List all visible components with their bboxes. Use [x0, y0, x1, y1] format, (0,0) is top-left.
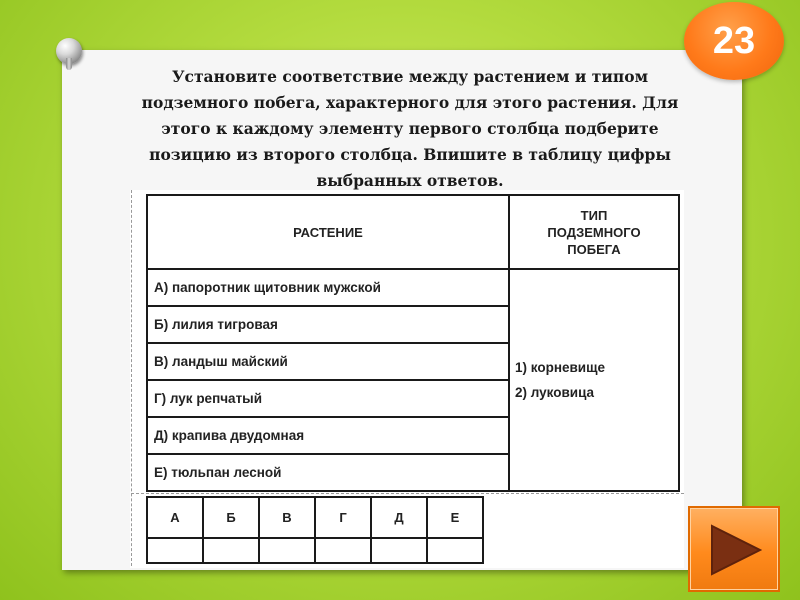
option-item: 2) луковица [515, 385, 595, 400]
task-line: подземного побега, характерного для этого растения. Для [141, 93, 679, 112]
dashed-guide-vertical [131, 190, 132, 566]
answer-cell[interactable] [427, 538, 483, 563]
task-line: выбранных ответов. [316, 171, 504, 190]
answer-letter: Е [427, 497, 483, 538]
task-text [110, 64, 710, 194]
task-line: Установите соответствие между растением и типом [171, 67, 649, 86]
header-plant: РАСТЕНИЕ [147, 195, 509, 269]
task-line: этого к каждому элементу первого столбца подберите [161, 119, 659, 138]
play-arrow-icon [710, 524, 762, 576]
answer-letter: Г [315, 497, 371, 538]
plant-row: Д) крапива двудомная [147, 417, 509, 454]
plant-row: Г) лук репчатый [147, 380, 509, 417]
header-type-line: ПОБЕГА [567, 241, 621, 257]
pushpin-stem [66, 58, 72, 70]
answer-grid [146, 496, 484, 564]
task-number-badge: 23 [684, 2, 784, 80]
plant-row: А) папоротник щитовник мужской [147, 269, 509, 306]
task-line: позицию из второго столбца. Впишите в таблицу цифры [149, 145, 671, 164]
answer-letter: Д [371, 497, 427, 538]
header-type-line: ПОДЗЕМНОГО [547, 224, 641, 240]
answer-letter: Б [203, 497, 259, 538]
option-item: 1) корневище [515, 360, 605, 375]
answer-letter: А [147, 497, 203, 538]
header-type-line: ТИП [580, 207, 608, 223]
header-shoot-type [509, 195, 679, 269]
answer-cell[interactable] [259, 538, 315, 563]
matching-table [146, 194, 680, 492]
answer-cell[interactable] [147, 538, 203, 563]
plant-row: Б) лилия тигровая [147, 306, 509, 343]
next-slide-button[interactable] [688, 506, 780, 592]
answer-cell[interactable] [371, 538, 427, 563]
answer-letter: В [259, 497, 315, 538]
dashed-guide-horizontal [131, 493, 684, 494]
answer-cell[interactable] [203, 538, 259, 563]
plant-row: Е) тюльпан лесной [147, 454, 509, 491]
answer-cell[interactable] [315, 538, 371, 563]
plant-row: В) ландыш майский [147, 343, 509, 380]
shoot-type-options [509, 269, 679, 491]
